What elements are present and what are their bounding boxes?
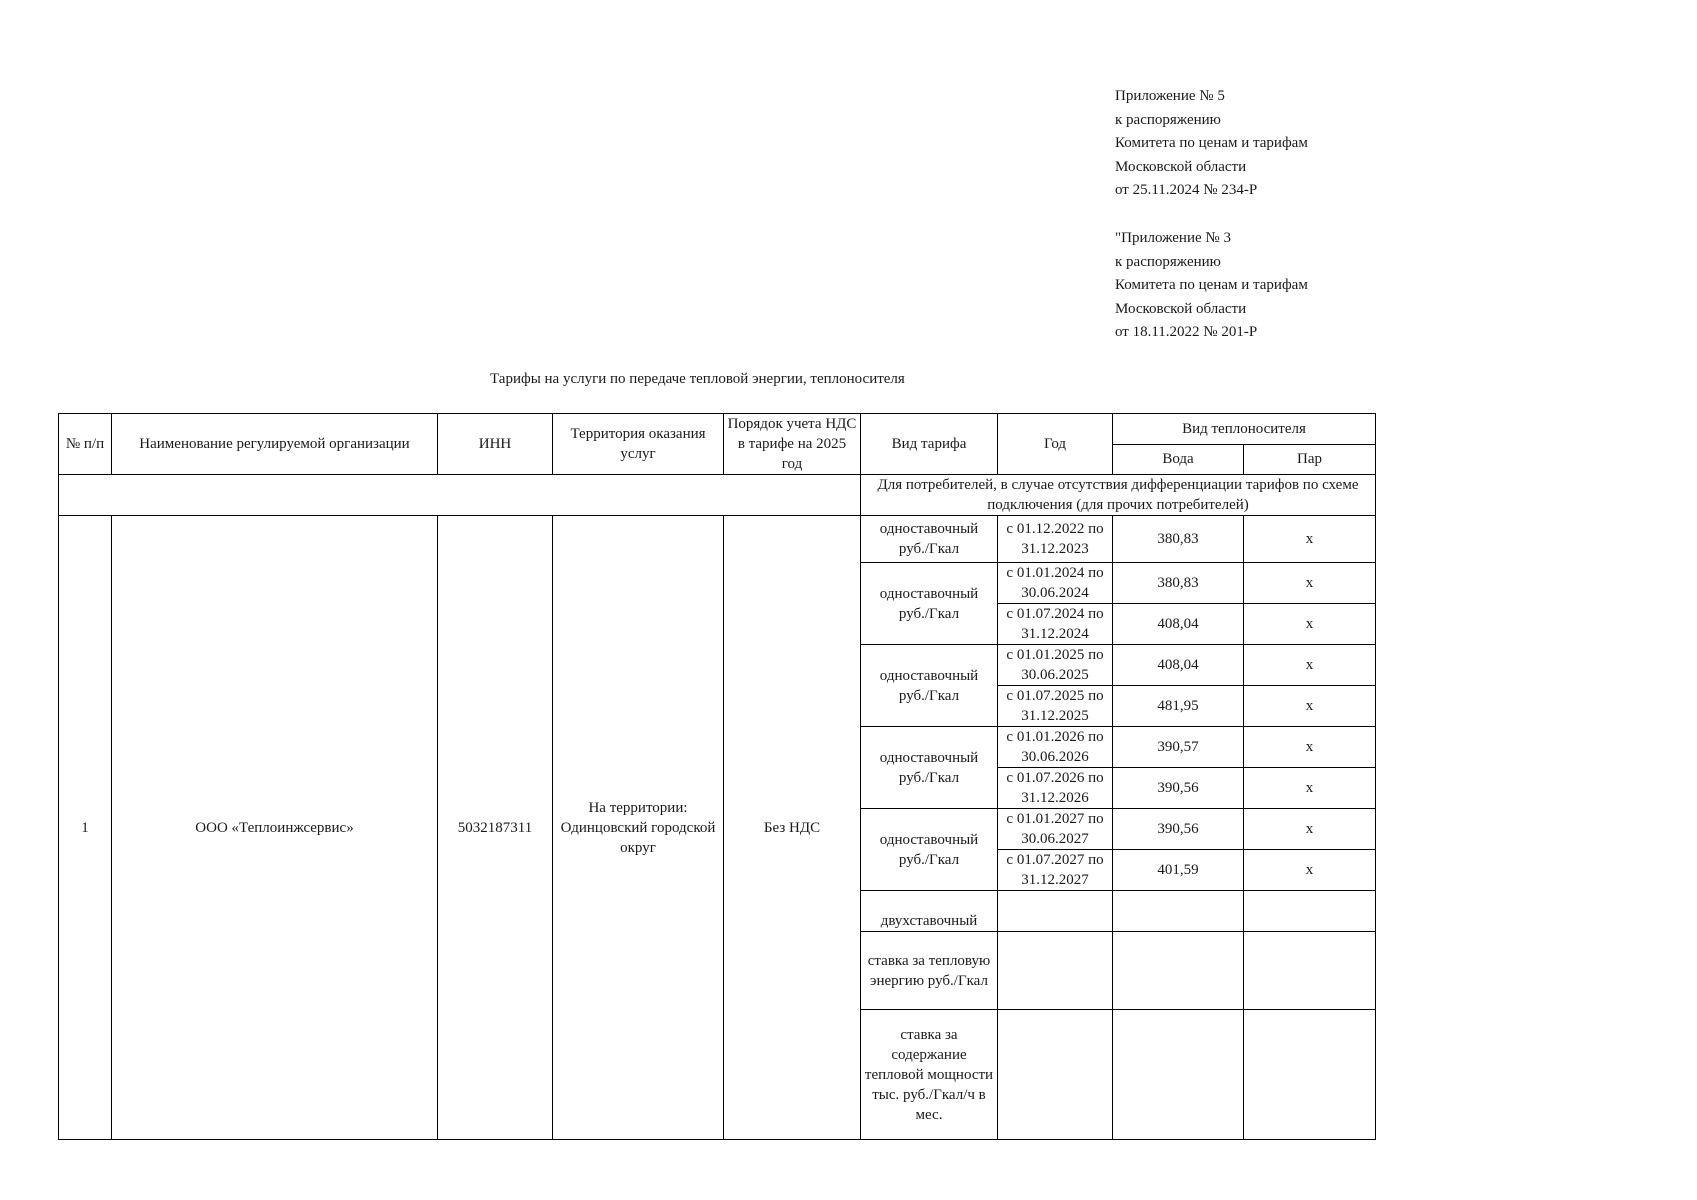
org-vat: Без НДС <box>724 516 861 1140</box>
water-value: 408,04 <box>1113 645 1244 686</box>
steam-value: х <box>1244 645 1376 686</box>
water-value: 390,56 <box>1113 809 1244 850</box>
period-cell: с 01.07.2026 по 31.12.2026 <box>998 768 1113 809</box>
document-title: Тарифы на услуги по передаче тепловой энергии, теплоносителя <box>490 371 905 387</box>
table-row <box>59 516 1376 563</box>
empty-cell <box>1113 1010 1244 1140</box>
water-value: 481,95 <box>1113 686 1244 727</box>
water-value: 380,83 <box>1113 516 1244 563</box>
annex-line: Комитета по ценам и тарифам <box>1115 277 1308 294</box>
steam-value: х <box>1244 768 1376 809</box>
annex-current <box>1115 85 1308 203</box>
header-num: № п/п <box>59 414 112 475</box>
annex-line: к распоряжению <box>1115 111 1221 128</box>
water-value: 401,59 <box>1113 850 1244 891</box>
header-steam: Пар <box>1244 444 1376 475</box>
tariff-type-cell: одноставочный руб./Гкал <box>861 645 998 727</box>
org-territory: На территории: Одинцовский городской округ <box>553 516 724 1140</box>
section-row-blank <box>59 475 861 516</box>
period-cell: с 01.07.2024 по 31.12.2024 <box>998 604 1113 645</box>
steam-value: х <box>1244 809 1376 850</box>
period-cell: с 01.12.2022 по 31.12.2023 <box>998 516 1113 563</box>
empty-cell <box>1113 932 1244 1010</box>
period-cell: с 01.01.2026 по 30.06.2026 <box>998 727 1113 768</box>
empty-cell <box>1244 891 1376 932</box>
steam-value: х <box>1244 563 1376 604</box>
header-territory: Территория оказания услуг <box>553 414 724 475</box>
annex-line: Комитета по ценам и тарифам <box>1115 135 1308 152</box>
period-cell: с 01.07.2027 по 31.12.2027 <box>998 850 1113 891</box>
header-tariff-type: Вид тарифа <box>861 414 998 475</box>
header-water: Вода <box>1113 444 1244 475</box>
tariff-type-cell: одноставочный руб./Гкал <box>861 563 998 645</box>
steam-value: х <box>1244 850 1376 891</box>
annex-previous <box>1115 227 1308 345</box>
header-year: Год <box>998 414 1113 475</box>
section-row <box>59 475 1376 516</box>
tariff-table <box>58 413 1376 1140</box>
water-value: 390,57 <box>1113 727 1244 768</box>
empty-cell <box>1244 1010 1376 1140</box>
org-inn: 5032187311 <box>438 516 553 1140</box>
org-number: 1 <box>59 516 112 1140</box>
annex-line: Московской области <box>1115 158 1247 175</box>
period-cell: с 01.01.2025 по 30.06.2025 <box>998 645 1113 686</box>
steam-value: х <box>1244 727 1376 768</box>
header-carrier: Вид теплоносителя <box>1113 414 1376 445</box>
header-vat: Порядок учета НДС в тарифе на 2025 год <box>724 414 861 475</box>
tariff-type-cell: одноставочный руб./Гкал <box>861 809 998 891</box>
empty-cell <box>998 932 1113 1010</box>
steam-value: х <box>1244 516 1376 563</box>
empty-cell <box>1244 932 1376 1010</box>
header-row <box>59 414 1376 445</box>
water-value: 390,56 <box>1113 768 1244 809</box>
water-value: 380,83 <box>1113 563 1244 604</box>
period-cell: с 01.07.2025 по 31.12.2025 <box>998 686 1113 727</box>
empty-cell <box>998 891 1113 932</box>
period-cell: с 01.01.2024 по 30.06.2024 <box>998 563 1113 604</box>
annex-line: Приложение № 5 <box>1115 88 1225 104</box>
annex-line: от 25.11.2024 № 234-Р <box>1115 182 1258 199</box>
period-cell: с 01.01.2027 по 30.06.2027 <box>998 809 1113 850</box>
capacity-rate-label: ставка за содержание тепловой мощности тыс. руб./Гкал/ч в мес. <box>861 1010 998 1140</box>
two-rate-label: двухставочный <box>861 891 998 932</box>
tariff-type-cell: одноставочный руб./Гкал <box>861 727 998 809</box>
steam-value: х <box>1244 686 1376 727</box>
annex-line: к распоряжению <box>1115 253 1221 270</box>
section-row-label: Для потребителей, в случае отсутствия дифференциации тарифов по схеме подключения (для прочих потребителей) <box>861 475 1376 516</box>
water-value: 408,04 <box>1113 604 1244 645</box>
org-name: ООО «Теплоинжсервис» <box>112 516 438 1140</box>
annex-line: "Приложение № 3 <box>1115 230 1231 246</box>
header-inn: ИНН <box>438 414 553 475</box>
annex-line: Московской области <box>1115 300 1247 317</box>
annex-line: от 18.11.2022 № 201-Р <box>1115 324 1258 341</box>
tariff-type-cell: одноставочный руб./Гкал <box>861 516 998 563</box>
empty-cell <box>1113 891 1244 932</box>
empty-cell <box>998 1010 1113 1140</box>
header-org: Наименование регулируемой организации <box>112 414 438 475</box>
energy-rate-label: ставка за тепловую энергию руб./Гкал <box>861 932 998 1010</box>
steam-value: х <box>1244 604 1376 645</box>
